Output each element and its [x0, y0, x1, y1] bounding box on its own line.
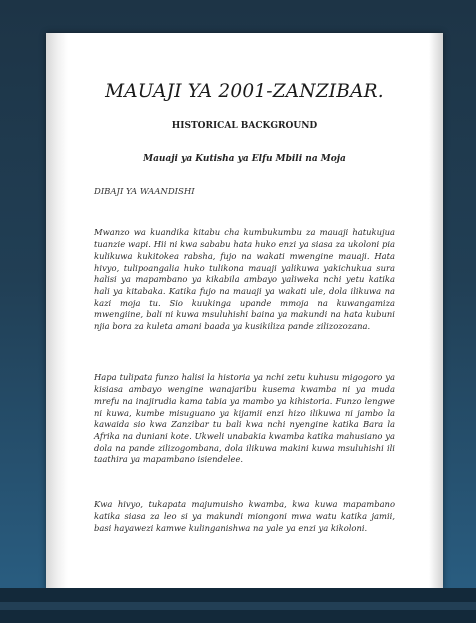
paragraph-1: Mwanzo wa kuandika kitabu cha kumbukumbu za mauaji hatukujua tuanzie wapi. Hii ni kwa sababu hata huko enzi ya siasa za ukoloni pia kulikuwa kukitokea rabsha, fujo na wakati mwengine mauaji. Hata hivyo, tulipoangalia huko tulikona mauaji yalikuwa yakichukua sura halisi ya mapambano ya kikabila ambayo yaliweka nchi yetu katika hali ya kitabaka. Katika fujo na mauaji ya wakati ule, dola ilikuwa na kazi moja tu. Sio kuukinga upande mmoja na kuwangamiza mwengiine, bali ni kuwa msuluhishi baina ya makundi na hata kubuni njia bora za kuleta amani baada ya kusikiliza pande zilizozozana.	[94, 227, 395, 332]
section-heading: DIBAJI YA WAANDISHI	[94, 187, 195, 197]
page-right-edge-shadow	[429, 33, 443, 590]
document-page	[46, 33, 443, 590]
document-title: MAUAJI YA 2001-ZANZIBAR.	[105, 81, 384, 102]
bottom-bar-stripe	[0, 602, 476, 610]
document-subtitle: HISTORICAL BACKGROUND	[171, 121, 318, 131]
paragraph-3: Kwa hivyo, tukapata majumuisho kwamba, kwa kuwa mapambano katika siasa za leo si ya makundi miongoni mwa watu katika jamii, basi hayawezi kamwe kulinganishwa na yale ya enzi ya kikoloni.	[94, 499, 395, 533]
document-secondary-subtitle: Mauaji ya Kutisha ya Elfu Mbili na Moja	[143, 154, 346, 164]
page-left-edge-shadow	[46, 33, 68, 590]
paragraph-2: Hapa tulipata funzo halisi la historia ya nchi zetu kuhusu migogoro ya kisiasa ambayo wengine wanajaribu kusema kwamba ni ya muda mrefu na inajirudia kama tabia ya mambo ya kihistoria. Funzo lengwe ni kuwa, kumbe misuguano ya kijamii enzi hizo ilikuwa ni jambo la kawaida sio kwa Zanzibar tu bali kwa nchi nyengine katika Bara la Afrika na duniani kote. Ukweli unabakia kwamba katika mahusiano ya dola na pande zilizogombana, dola ilikuwa makini kuwa msuluhishi ili taathira ya mapambano isiendelee.	[94, 372, 395, 465]
viewer-bottom-bar	[0, 588, 476, 623]
